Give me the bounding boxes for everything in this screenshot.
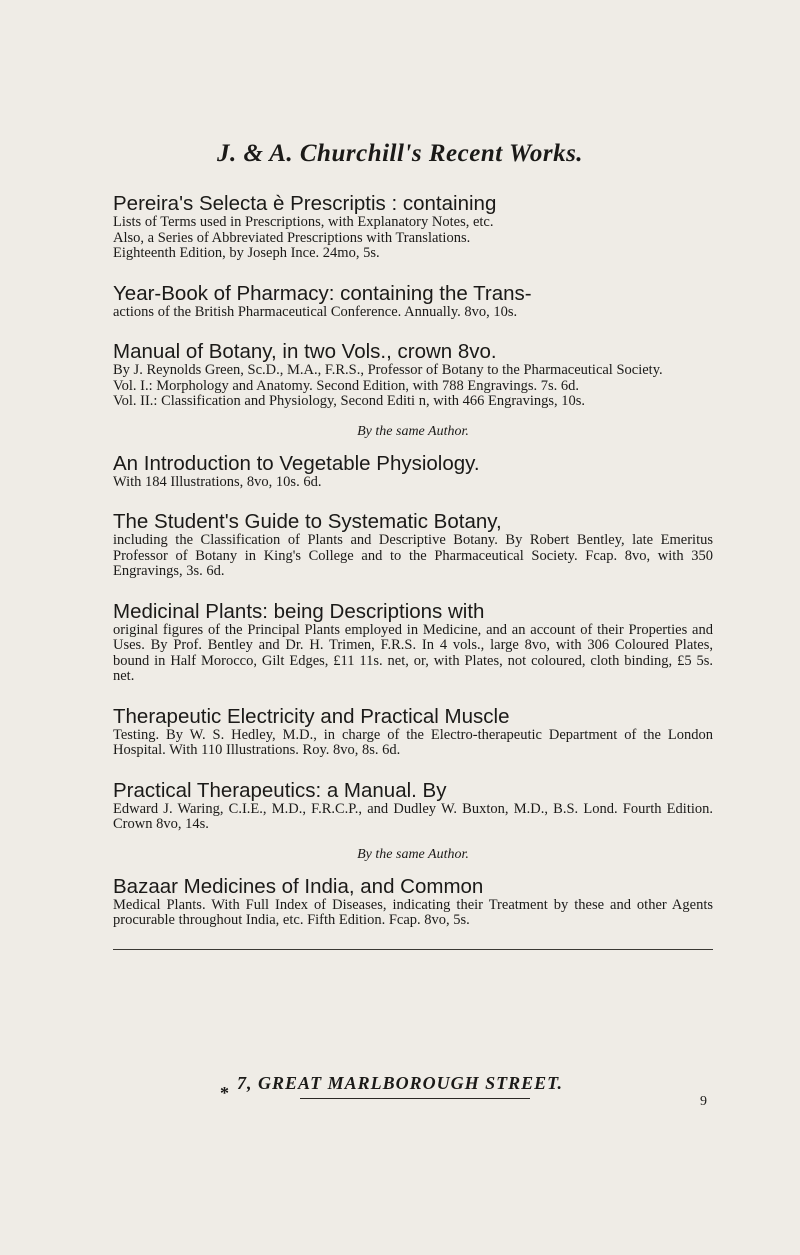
same-author-note: By the same Author. (357, 423, 469, 439)
volume-line: Vol. I.: Morphology and Anatomy. Second Edition, with 788 Engravings. 7s. 6d. (113, 377, 579, 394)
entry-title: An Introduction to Vegetable Physiology. (113, 451, 480, 475)
entry-title: Therapeutic Electricity and Practical Muscle (113, 704, 510, 728)
entry-year-book (113, 282, 713, 321)
entry-description: Medical Plants. With Full Index of Diseases, indicating their Treatment by these and other Agents procurable throughout India, etc. Fifth Edition. Fcap. 8vo, 5s. (113, 896, 713, 928)
entry-description: including the Classification of Plants and Descriptive Botany. By Robert Bentley, late Emeritus Professor of Botany in King's College and to the Pharmaceutical Society. Fcap. 8vo, with 350 Engravings, 3s. 6d. (113, 532, 713, 579)
footer-underline (300, 1098, 530, 1099)
entry-title: The Student's Guide to Systematic Botany, (113, 510, 502, 533)
desc-line: actions of the British Pharmaceutical Conference. Annually. 8vo, 10s. (113, 303, 518, 320)
entry-description (113, 215, 713, 262)
entry-bazaar-medicines (113, 875, 713, 929)
desc-line: Lists of Terms used in Prescriptions, with Explanatory Notes, etc. (113, 214, 494, 230)
entry-description (113, 305, 713, 321)
volume-line: Vol. II.: Classification and Physiology, Second Editi n, with 466 Engravings, 10s. (113, 393, 586, 409)
entry-description: original figures of the Principal Plants employed in Medicine, and an account of their Properties and Uses. By Prof. Bentley and Dr. H. Trimen, F.R.S. In 4 vols., large 8vo, with 306 Coloured Plates, bound in Half Morocco, Gilt Edges, £11 11s. net, or, with Plates, not coloured, cloth binding, £5 5s. net. (113, 621, 713, 684)
desc-line: With 184 Illustrations, 8vo, 10s. 6d. (113, 473, 322, 490)
entry-title: Practical Therapeutics: a Manual. By (113, 778, 447, 802)
asterisk-mark: * (220, 1083, 229, 1103)
entry-title: Year-Book of Pharmacy: containing the Trans- (113, 281, 532, 305)
entry-practical-therapeutics (113, 779, 713, 833)
divider (113, 949, 713, 950)
entry-title: Bazaar Medicines of India, and Common (113, 874, 484, 898)
entry-pereira (113, 192, 713, 262)
desc-line: Also, a Series of Abbreviated Prescriptions with Translations. (113, 229, 471, 246)
desc-line: By J. Reynolds Green, Sc.D., M.A., F.R.S., Professor of Botany to the Pharmaceutical Society. (113, 362, 663, 378)
entry-medicinal-plants (113, 600, 713, 685)
entry-title: Manual of Botany, in two Vols., crown 8vo. (113, 340, 497, 363)
publisher-address: 7, GREAT MARLBOROUGH STREET. (237, 1073, 563, 1093)
entry-vegetable-physiology (113, 452, 713, 491)
entry-therapeutic-electricity (113, 705, 713, 759)
page-number: 9 (700, 1094, 707, 1109)
entry-manual-botany (113, 340, 713, 410)
entry-systematic-botany (113, 510, 713, 580)
entry-description (113, 475, 713, 491)
desc-line: Eighteenth Edition, by Joseph Ince. 24mo, 5s. (113, 245, 380, 261)
entry-description: Testing. By W. S. Hedley, M.D., in charge of the Electro-therapeutic Department of the London Hospital. With 110 Illustrations. Roy. 8vo, 8s. 6d. (113, 726, 713, 758)
catalogue-list (113, 192, 713, 950)
entry-title: Pereira's Selecta è Prescriptis : containing (113, 192, 497, 215)
same-author-note: By the same Author. (357, 846, 469, 862)
entry-description: Edward J. Waring, C.I.E., M.D., F.R.C.P., and Dudley W. Buxton, M.D., B.S. Lond. Fourth Edition. Crown 8vo, 14s. (113, 800, 713, 832)
entry-title: Medicinal Plants: being Descriptions with (113, 599, 485, 623)
page-header: J. & A. Churchill's Recent Works. (216, 140, 584, 167)
entry-description (113, 363, 713, 410)
